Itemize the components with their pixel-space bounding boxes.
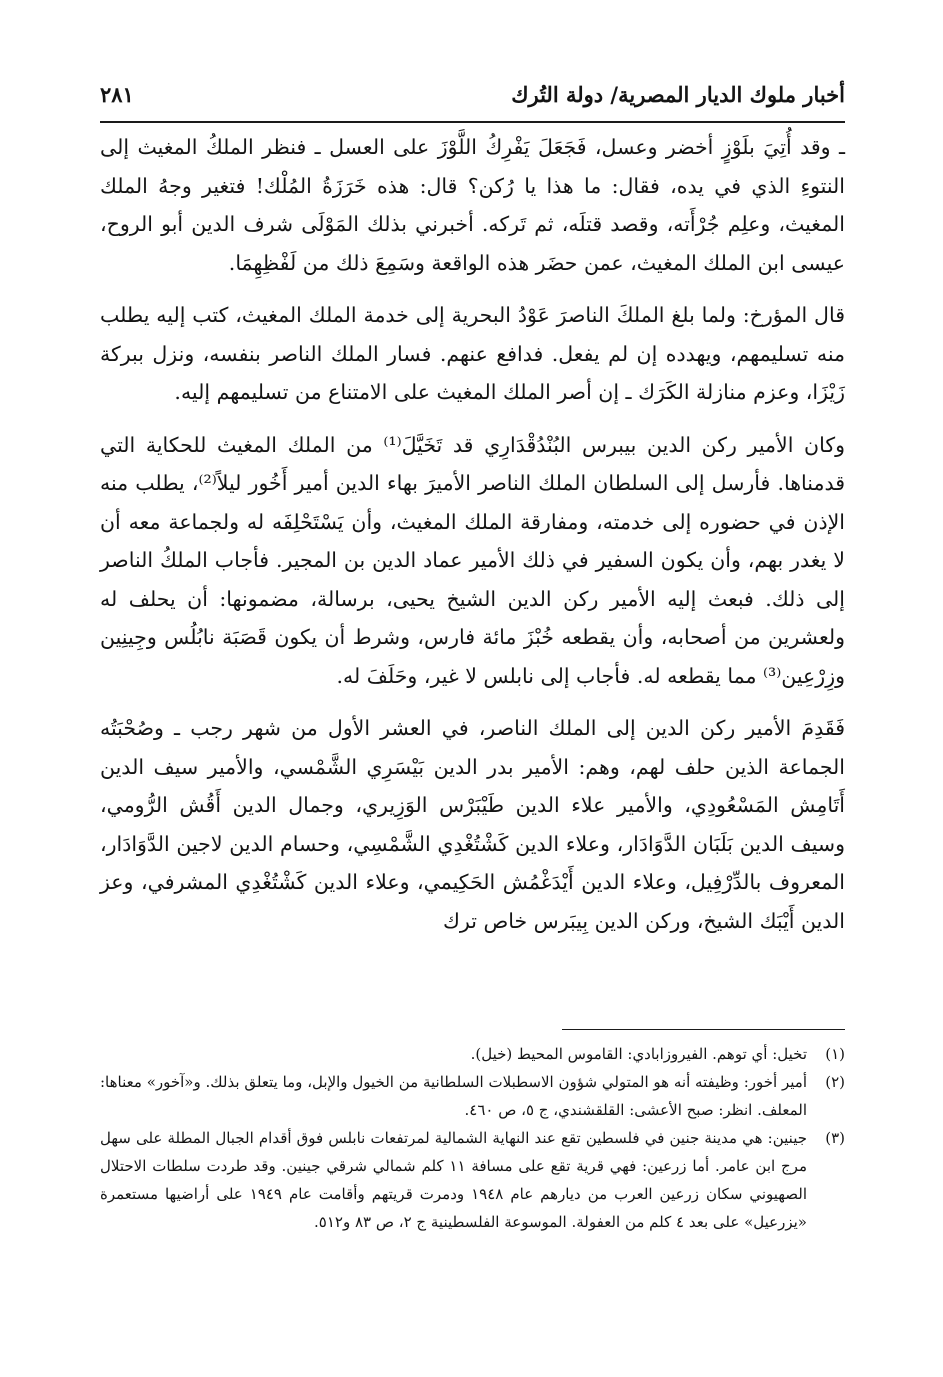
footnote-rule (562, 1029, 845, 1030)
paragraph: قال المؤرخ: ولما بلغ الملكَ الناصرَ عَوْدُ البحرية إلى خدمة الملك المغيث، كتب إليه يطلب منه تسليمهم، ويهدده إن لم يفعل. فدافع عنهم. فسار الملك الناصر بنفسه، ونزل ببركة زَيْزَا، وعزم منازلة الكَرَك ـ إن أصر الملك المغيث على الامتناع من تسليمهم إليه. (100, 303, 845, 404)
footnotes (100, 1040, 845, 1236)
footnote-text: أمير أخور: وظيفته أنه هو المتولي شؤون الاسطبلات السلطانية من الخيول والإبل، وما يتعلق بذلك. و«آخور» معناها: المعلف. انظر: صبح الأعشى: القلقشندي، ج ٥، ص ٤٦٠. (100, 1073, 807, 1119)
footnote-number: (٣) (825, 1129, 845, 1147)
paragraph: ـ وقد أُتِيَ بلَوْزٍ أخضر وعسل، فَجَعَلَ يَفْرِكُ اللَّوْزَ على العسل ـ فنظر الملكُ المغيث إلى النتوءِ الذي في يده، فقال: ما هذا يا رُكن؟ قال: هذه خَرَزَةُ المُلْك! فتغير وجهُ الملك المغيث، وعلِم جُرْأَته، وقصد قتلَه، ثم تَركه. أخبرني بذلك المَوْلَى شرف الدين أبو الروح، عيسى ابن الملك المغيث، عمن حضَر هذه الواقعة وسَمِعَ ذلك من لَفْظِهِمَا. (100, 135, 845, 275)
running-head: أخبار ملوك الديار المصرية/ دولة التُرك (511, 82, 845, 107)
footnote (100, 1040, 845, 1068)
page-header (100, 78, 845, 118)
footnote-text: تخيل: أي توهم. الفيروزابادي: القاموس المحيط (خيل). (470, 1045, 807, 1063)
main-text (100, 128, 845, 954)
paragraph: وكان الأمير ركن الدين بيبرس البُنْدُقْدَارِي قد تَخَيَّلَ⁽¹⁾ من الملك المغيث للحكاية التي قدمناها. فأرسل إلى السلطان الملك الناصر الأميرَ بهاء الدين أمير أَخُور ليلاً⁽²⁾، يطلب منه الإذن في حضوره إلى خدمته، ومفارقة الملك المغيث، وأن يَسْتَحْلِفَه له ولجماعة معه أن لا يغدر بهم، وأن يكون السفير في ذلك الأمير عماد الدين بن المجير. فأجاب الملكُ الناصر إلى ذلك. فبعث إليه الأمير ركن الدين الشيخ يحيى، برسالة، مضمونها: أن يحلف له ولعشرين من أصحابه، وأن يقطعه خُبْزَ مائة فارس، وشرط أن يكون قَصَبَة نابُلُس وجِينِين وزِرْعِين⁽³⁾ مما يقطعه له. فأجاب إلى نابلس لا غير، وحَلَفَ له. (100, 432, 846, 688)
footnote (100, 1068, 845, 1124)
page-number: ٢٨١ (100, 82, 134, 107)
header-rule (100, 121, 845, 123)
footnote (100, 1124, 845, 1236)
footnote-number: (٢) (825, 1073, 845, 1091)
footnote-number: (١) (825, 1045, 845, 1063)
paragraph: فَقَدِمَ الأمير ركن الدين إلى الملك الناصر، في العشر الأول من شهر رجب ـ وصُحْبَتُه الجماعة الذين حلف لهم، وهم: الأمير بدر الدين بَيْسَرِي الشَّمْسي، والأمير سيف الدين أَتَامِش المَسْعُودِي، والأمير علاء الدين طَيْبَرْس الوَزِيري، وجمال الدين أَقُش الرُّومي، وسيف الدين بَلَبَان الدَّوَادَار، وعلاء الدين كَشْتُغْدِي الشَّمْسِي، وحسام الدين لاجين الدَّوَادَار، المعروف بالدِّرْفِيل، وعلاء الدين أَيْدَغْمُش الحَكِيمي، وعلاء الدين كَشْتُغْدِي المشرفي، وعز الدين أَيْبَك الشيخ، وركن الدين بِيبَرس خاص ترك (100, 716, 845, 933)
footnote-text: جينين: هي مدينة جنين في فلسطين تقع عند النهاية الشمالية لمرتفعات نابلس فوق أقدام الجبال المطلة على سهل مرج ابن عامر. أما زرعين: فهي قرية تقع على مسافة ١١ كلم شمالي شرقي جينين. وقد طردت سلطات الاحتلال الصهيوني سكان زرعين العرب من ديارهم عام ١٩٤٨ ودمرت قريتهم وأقامت عام ١٩٤٩ على أراضيها مستعمرة «يزرعيل» على بعد ٤ كلم من العفولة. الموسوعة الفلسطينية ج ٢، ص ٨٣ و٥١٢. (100, 1129, 807, 1231)
